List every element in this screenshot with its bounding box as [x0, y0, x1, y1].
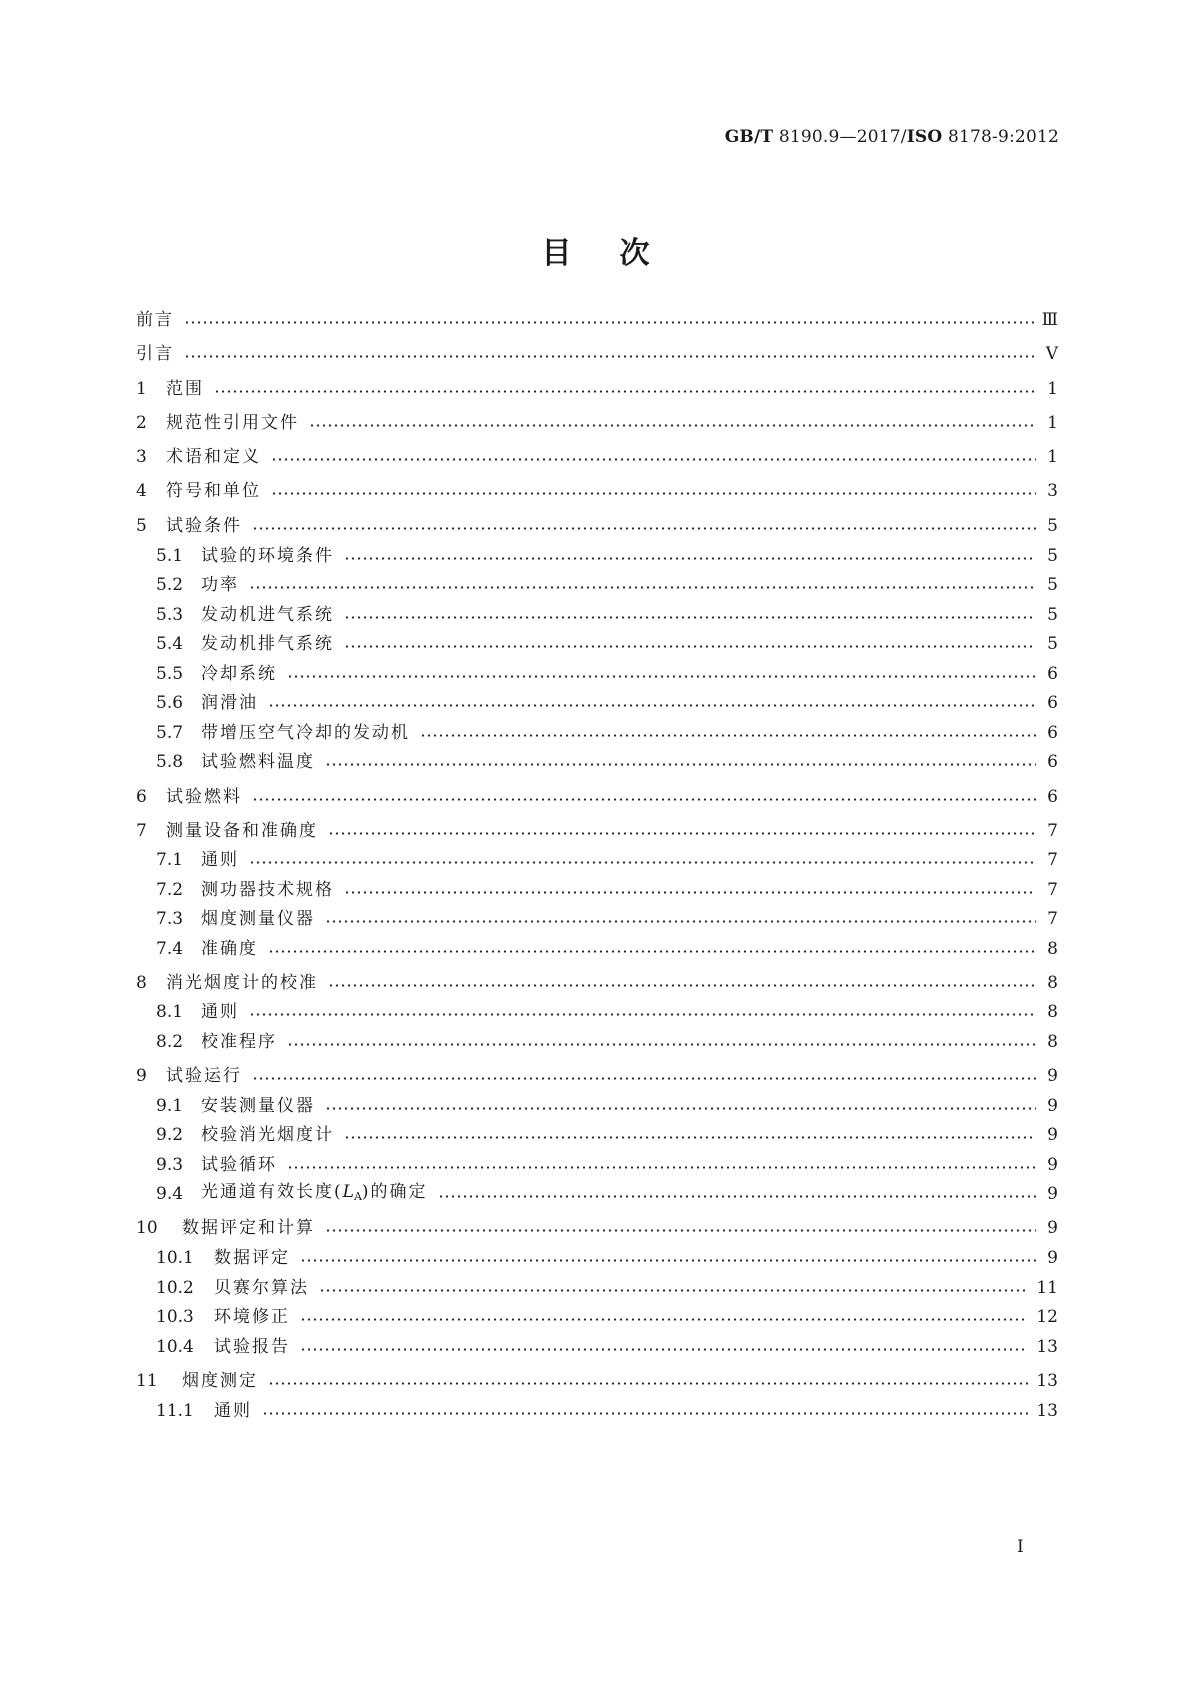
- toc-entry-number: 10.1: [156, 1248, 194, 1268]
- standard-number-iso: 8178-9:2012: [942, 127, 1059, 147]
- toc-dot-leader: [319, 1289, 1028, 1292]
- toc-entry-page: 13: [1036, 1371, 1058, 1391]
- toc-entry[interactable]: [136, 1399, 1058, 1423]
- toc-entry[interactable]: [136, 411, 1058, 435]
- toc-entry-page: 1: [1047, 379, 1058, 399]
- toc-entry-page: Ⅲ: [1041, 310, 1058, 330]
- toc-entry-title-text: )的确定: [361, 1181, 428, 1202]
- toc-entry-number: 5.2: [156, 575, 184, 595]
- toc-entry-page: 1: [1047, 447, 1058, 467]
- toc-entry-title-variable: L: [342, 1181, 354, 1202]
- toc-entry-number: 5.4: [156, 634, 184, 654]
- toc-dot-leader: [252, 1077, 1036, 1080]
- toc-entry-page: 9: [1047, 1248, 1058, 1268]
- toc-entry-title: 润滑油: [201, 693, 258, 713]
- toc-entry-page: 13: [1036, 1337, 1058, 1357]
- toc-entry-page: 5: [1047, 605, 1058, 625]
- toc-entry[interactable]: [136, 691, 1058, 715]
- toc-entry-title: 规范性引用文件: [166, 413, 299, 433]
- toc-entry-number: 1: [136, 379, 147, 399]
- toc-entry-number: 5.8: [156, 752, 184, 772]
- toc-entry-number: 11: [136, 1371, 158, 1391]
- standard-prefix-iso: ISO: [906, 127, 943, 147]
- toc-entry[interactable]: [136, 848, 1058, 872]
- toc-dot-leader: [184, 355, 1036, 358]
- toc-entry-title: 试验的环境条件: [201, 546, 334, 566]
- toc-entry-number: 9.4: [156, 1184, 184, 1204]
- toc-entry[interactable]: [136, 1064, 1058, 1088]
- toc-entry-page: 7: [1047, 821, 1058, 841]
- toc-entry-title: 冷却系统: [201, 664, 277, 684]
- toc-entry-page: 8: [1047, 1032, 1058, 1052]
- toc-entry-title: 通则: [201, 850, 239, 870]
- toc-entry-number: 3: [136, 447, 147, 467]
- toc-dot-leader: [325, 763, 1036, 766]
- toc-entry-title: 校准程序: [201, 1032, 277, 1052]
- standard-number-gbt: 8190.9—2017/: [773, 127, 907, 147]
- toc-dot-leader: [300, 1318, 1028, 1321]
- toc-entry-number: 5.5: [156, 664, 184, 684]
- toc-entry-title: 符号和单位: [166, 481, 261, 501]
- toc-entry-page: 6: [1047, 752, 1058, 772]
- toc-entry[interactable]: [136, 632, 1058, 656]
- toc-dot-leader: [287, 1043, 1036, 1046]
- toc-entry-number: 7.3: [156, 909, 184, 929]
- toc-entry-title: 烟度测定: [182, 1371, 258, 1391]
- toc-dot-leader: [325, 1229, 1036, 1232]
- toc-entry-number: 10.3: [156, 1307, 194, 1327]
- toc-entry-number: 5: [136, 516, 147, 536]
- toc-entry[interactable]: [136, 1369, 1058, 1393]
- toc-entry-title: 校验消光烟度计: [201, 1125, 334, 1145]
- toc-entry-page: 9: [1047, 1096, 1058, 1116]
- toc-entry[interactable]: [136, 819, 1058, 843]
- toc-entry-title: 试验燃料温度: [201, 752, 315, 772]
- toc-entry[interactable]: [136, 603, 1058, 627]
- toc-entry-number: 6: [136, 787, 147, 807]
- toc-entry-number: 5.1: [156, 546, 184, 566]
- toc-entry-title: 引言: [136, 344, 174, 364]
- toc-dot-leader: [252, 798, 1036, 801]
- toc-entry-title: 功率: [201, 575, 239, 595]
- toc-entry-number: 8.2: [156, 1032, 184, 1052]
- toc-entry-title: 试验报告: [214, 1337, 290, 1357]
- toc-dot-leader: [287, 675, 1036, 678]
- toc-entry-title: 测功器技术规格: [201, 880, 334, 900]
- toc-entry[interactable]: [136, 1123, 1058, 1147]
- toc-entry[interactable]: [136, 1000, 1058, 1024]
- standard-code-header: [725, 127, 1059, 147]
- toc-entry[interactable]: [136, 1030, 1058, 1054]
- toc-entry[interactable]: [136, 1153, 1058, 1177]
- toc-dot-leader: [309, 424, 1036, 427]
- toc-entry-page: 6: [1047, 693, 1058, 713]
- toc-dot-leader: [214, 390, 1036, 393]
- toc-entry-title: 数据评定和计算: [182, 1218, 315, 1238]
- toc-entry[interactable]: [136, 907, 1058, 931]
- toc-entry-number: 2: [136, 413, 147, 433]
- toc-entry-page: 9: [1047, 1155, 1058, 1175]
- toc-entry[interactable]: [136, 1335, 1058, 1359]
- toc-dot-leader: [249, 1013, 1036, 1016]
- toc-entry[interactable]: [136, 377, 1058, 401]
- toc-entry-number: 5.3: [156, 605, 184, 625]
- toc-entry[interactable]: [136, 971, 1058, 995]
- toc-entry-page: Ⅴ: [1045, 344, 1058, 364]
- toc-entry-number: 5.7: [156, 723, 184, 743]
- toc-entry-page: 5: [1047, 634, 1058, 654]
- toc-entry-number: 7.4: [156, 939, 184, 959]
- toc-entry-page: 5: [1047, 516, 1058, 536]
- toc-dot-leader: [268, 704, 1036, 707]
- toc-dot-leader: [344, 1136, 1036, 1139]
- toc-entry-page: 11: [1036, 1278, 1058, 1298]
- toc-entry-number: 8.1: [156, 1002, 184, 1022]
- toc-entry[interactable]: [136, 1216, 1058, 1240]
- toc-entry-number: 10.2: [156, 1278, 194, 1298]
- toc-entry[interactable]: [136, 445, 1058, 469]
- toc-entry[interactable]: [136, 721, 1058, 745]
- toc-dot-leader: [287, 1166, 1036, 1169]
- toc-entry-title: 试验条件: [166, 516, 242, 536]
- toc-entry-title: 发动机进气系统: [201, 605, 334, 625]
- toc-entry-number: 9.3: [156, 1155, 184, 1175]
- toc-entry-page: 6: [1047, 664, 1058, 684]
- toc-entry-title: [201, 1180, 428, 1209]
- toc-entry-number: 10: [136, 1218, 158, 1238]
- toc-entry[interactable]: [136, 1246, 1058, 1270]
- toc-dot-leader: [271, 492, 1036, 495]
- toc-entry-page: 12: [1036, 1307, 1058, 1327]
- toc-entry-number: 10.4: [156, 1337, 194, 1357]
- toc-entry-page: 9: [1047, 1066, 1058, 1086]
- toc-entry-number: 7.2: [156, 880, 184, 900]
- toc-dot-leader: [325, 920, 1036, 923]
- toc-entry[interactable]: [136, 878, 1058, 902]
- toc-entry[interactable]: [136, 937, 1058, 961]
- toc-dot-leader: [249, 586, 1036, 589]
- toc-entry-page: 9: [1047, 1218, 1058, 1238]
- toc-dot-leader: [438, 1195, 1036, 1198]
- toc-entry[interactable]: [136, 514, 1058, 538]
- toc-entry-page: 7: [1047, 850, 1058, 870]
- toc-entry-page: 6: [1047, 787, 1058, 807]
- toc-entry-number: 4: [136, 481, 147, 501]
- toc-entry-page: 1: [1047, 413, 1058, 433]
- toc-entry-title: 环境修正: [214, 1307, 290, 1327]
- toc-entry-title-subscript: A: [353, 1189, 362, 1203]
- toc-entry-title: 通则: [201, 1002, 239, 1022]
- toc-dot-leader: [249, 861, 1036, 864]
- toc-entry-title: 数据评定: [214, 1248, 290, 1268]
- toc-entry-number: 9.1: [156, 1096, 184, 1116]
- toc-entry-page: 5: [1047, 546, 1058, 566]
- toc-entry-title: 带增压空气冷却的发动机: [201, 723, 410, 743]
- toc-entry-title: 通则: [214, 1401, 252, 1421]
- toc-entry-page: 3: [1047, 481, 1058, 501]
- toc-entry-title: 试验运行: [166, 1066, 242, 1086]
- toc-dot-leader: [344, 616, 1036, 619]
- toc-entry-number: 7: [136, 821, 147, 841]
- toc-entry-page: 9: [1047, 1184, 1058, 1204]
- toc-dot-leader: [328, 832, 1036, 835]
- toc-entry-page: 9: [1047, 1125, 1058, 1145]
- toc-entry-title: 烟度测量仪器: [201, 909, 315, 929]
- toc-entry[interactable]: [136, 662, 1058, 686]
- toc-dot-leader: [344, 891, 1036, 894]
- toc-entry-page: 6: [1047, 723, 1058, 743]
- toc-entry-page: 8: [1047, 939, 1058, 959]
- toc-entry-title: 范围: [166, 379, 204, 399]
- toc-entry-number: 7.1: [156, 850, 184, 870]
- toc-entry[interactable]: [136, 1276, 1058, 1300]
- toc-dot-leader: [184, 321, 1034, 324]
- toc-entry-number: 5.6: [156, 693, 184, 713]
- toc-entry-page: 8: [1047, 1002, 1058, 1022]
- toc-entry[interactable]: [136, 544, 1058, 568]
- toc-dot-leader: [300, 1348, 1028, 1351]
- toc-entry-title: 前言: [136, 310, 174, 330]
- toc-entry-title: 发动机排气系统: [201, 634, 334, 654]
- toc-entry-number: 8: [136, 973, 147, 993]
- toc-entry[interactable]: [136, 342, 1058, 366]
- toc-entry-title-text: 光通道有效长度(: [201, 1181, 343, 1202]
- toc-entry-title: 术语和定义: [166, 447, 261, 467]
- toc-entry[interactable]: [136, 1094, 1058, 1118]
- toc-entry-title: 试验燃料: [166, 787, 242, 807]
- toc-dot-leader: [344, 557, 1036, 560]
- toc-entry-page: 13: [1036, 1401, 1058, 1421]
- toc-dot-leader: [344, 645, 1036, 648]
- toc-dot-leader: [325, 1107, 1036, 1110]
- toc-entry-page: 7: [1047, 909, 1058, 929]
- toc-dot-leader: [252, 527, 1036, 530]
- toc-title: 目次: [541, 236, 698, 271]
- toc-entry[interactable]: [136, 479, 1058, 503]
- toc-entry-number: 9: [136, 1066, 147, 1086]
- toc-entry[interactable]: [136, 1305, 1058, 1329]
- toc-entry-title: 试验循环: [201, 1155, 277, 1175]
- toc-dot-leader: [271, 458, 1036, 461]
- toc-dot-leader: [262, 1412, 1028, 1415]
- toc-entry-title: 安装测量仪器: [201, 1096, 315, 1116]
- toc-entry-title: 准确度: [201, 939, 258, 959]
- toc-dot-leader: [268, 950, 1036, 953]
- toc-entry-title: 贝赛尔算法: [214, 1278, 309, 1298]
- standard-prefix-gbt: GB/T: [724, 127, 774, 147]
- toc-entry[interactable]: [136, 573, 1058, 597]
- toc-entry-title: 测量设备和准确度: [166, 821, 318, 841]
- toc-entry-title: 消光烟度计的校准: [166, 973, 318, 993]
- toc-dot-leader: [300, 1259, 1036, 1262]
- toc-entry-page: 5: [1047, 575, 1058, 595]
- toc-dot-leader: [268, 1382, 1028, 1385]
- toc-entry-number: 11.1: [156, 1401, 194, 1421]
- toc-entry[interactable]: [136, 308, 1058, 332]
- toc-entry-number: 9.2: [156, 1125, 184, 1145]
- toc-entry[interactable]: [136, 785, 1058, 809]
- page-number: I: [1017, 1537, 1024, 1557]
- toc-entry[interactable]: [136, 1182, 1058, 1206]
- toc-entry-page: 8: [1047, 973, 1058, 993]
- toc-entry-page: 7: [1047, 880, 1058, 900]
- toc-dot-leader: [420, 734, 1036, 737]
- toc-dot-leader: [328, 984, 1036, 987]
- toc-entry[interactable]: [136, 750, 1058, 774]
